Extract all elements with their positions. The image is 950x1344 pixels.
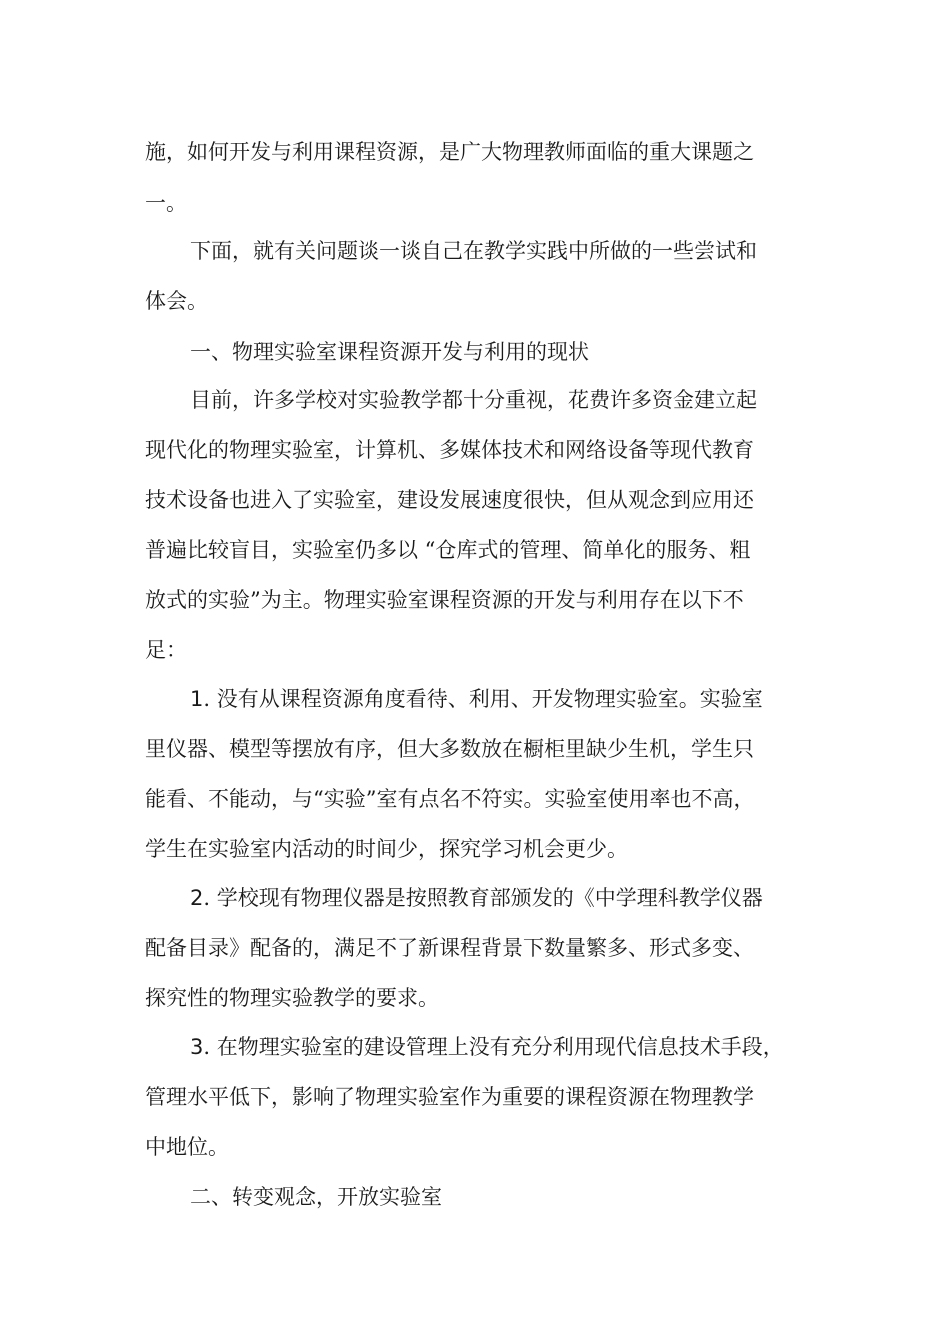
paragraph-line: 管理水平低下，影响了物理实验室作为重要的课程资源在物理教学 (145, 1085, 754, 1109)
list-item-2 (190, 884, 763, 912)
list-number: 1 (190, 687, 204, 711)
paragraph-line: 放式的实验”为主。物理实验室课程资源的开发与利用存在以下不 (145, 588, 744, 612)
list-item-3 (190, 1033, 784, 1061)
paragraph-line: 施，如何开发与利用课程资源，是广大物理教师面临的重大课题之 (145, 140, 754, 164)
section-heading: 二、转变观念，开放实验室 (190, 1185, 442, 1209)
paragraph-line: 配备目录》配备的，满足不了新课程背景下数量繁多、形式多变、 (145, 936, 754, 960)
paragraph-line: 学生在实验室内活动的时间少，探究学习机会更少。 (145, 837, 628, 861)
list-number: 3 (190, 1035, 204, 1059)
paragraph-line: 技术设备也进入了实验室，建设发展速度很快，但从观念到应用还 (145, 488, 754, 512)
list-number: 2 (190, 886, 204, 910)
list-text: . 学校现有物理仪器是按照教育部颁发的《中学理科教学仪器 (203, 886, 763, 910)
list-text: . 在物理实验室的建设管理上没有充分利用现代信息技术手段， (203, 1035, 784, 1059)
paragraph-line: 能看、不能动，与“实验”室有点名不符实。实验室使用率也不高， (145, 787, 755, 811)
paragraph-line: 一。 (145, 191, 187, 215)
paragraph-line: 下面，就有关问题谈一谈自己在教学实践中所做的一些尝试和 (190, 239, 757, 263)
list-item-1 (190, 685, 763, 713)
paragraph-line: 足： (145, 638, 187, 662)
paragraph-line: 普遍比较盲目，实验室仍多以 “仓库式的管理、简单化的服务、粗 (145, 538, 751, 562)
paragraph-line: 目前，许多学校对实验教学都十分重视，花费许多资金建立起 (190, 388, 757, 412)
paragraph-line: 现代化的物理实验室，计算机、多媒体技术和网络设备等现代教育 (145, 438, 754, 462)
list-text: . 没有从课程资源角度看待、利用、开发物理实验室。实验室 (203, 687, 763, 711)
paragraph-line: 中地位。 (145, 1135, 229, 1159)
paragraph-line: 探究性的物理实验教学的要求。 (145, 986, 439, 1010)
section-heading: 一、物理实验室课程资源开发与利用的现状 (190, 340, 589, 364)
paragraph-line: 体会。 (145, 289, 208, 313)
paragraph-line: 里仪器、模型等摆放有序，但大多数放在橱柜里缺少生机，学生只 (145, 737, 754, 761)
